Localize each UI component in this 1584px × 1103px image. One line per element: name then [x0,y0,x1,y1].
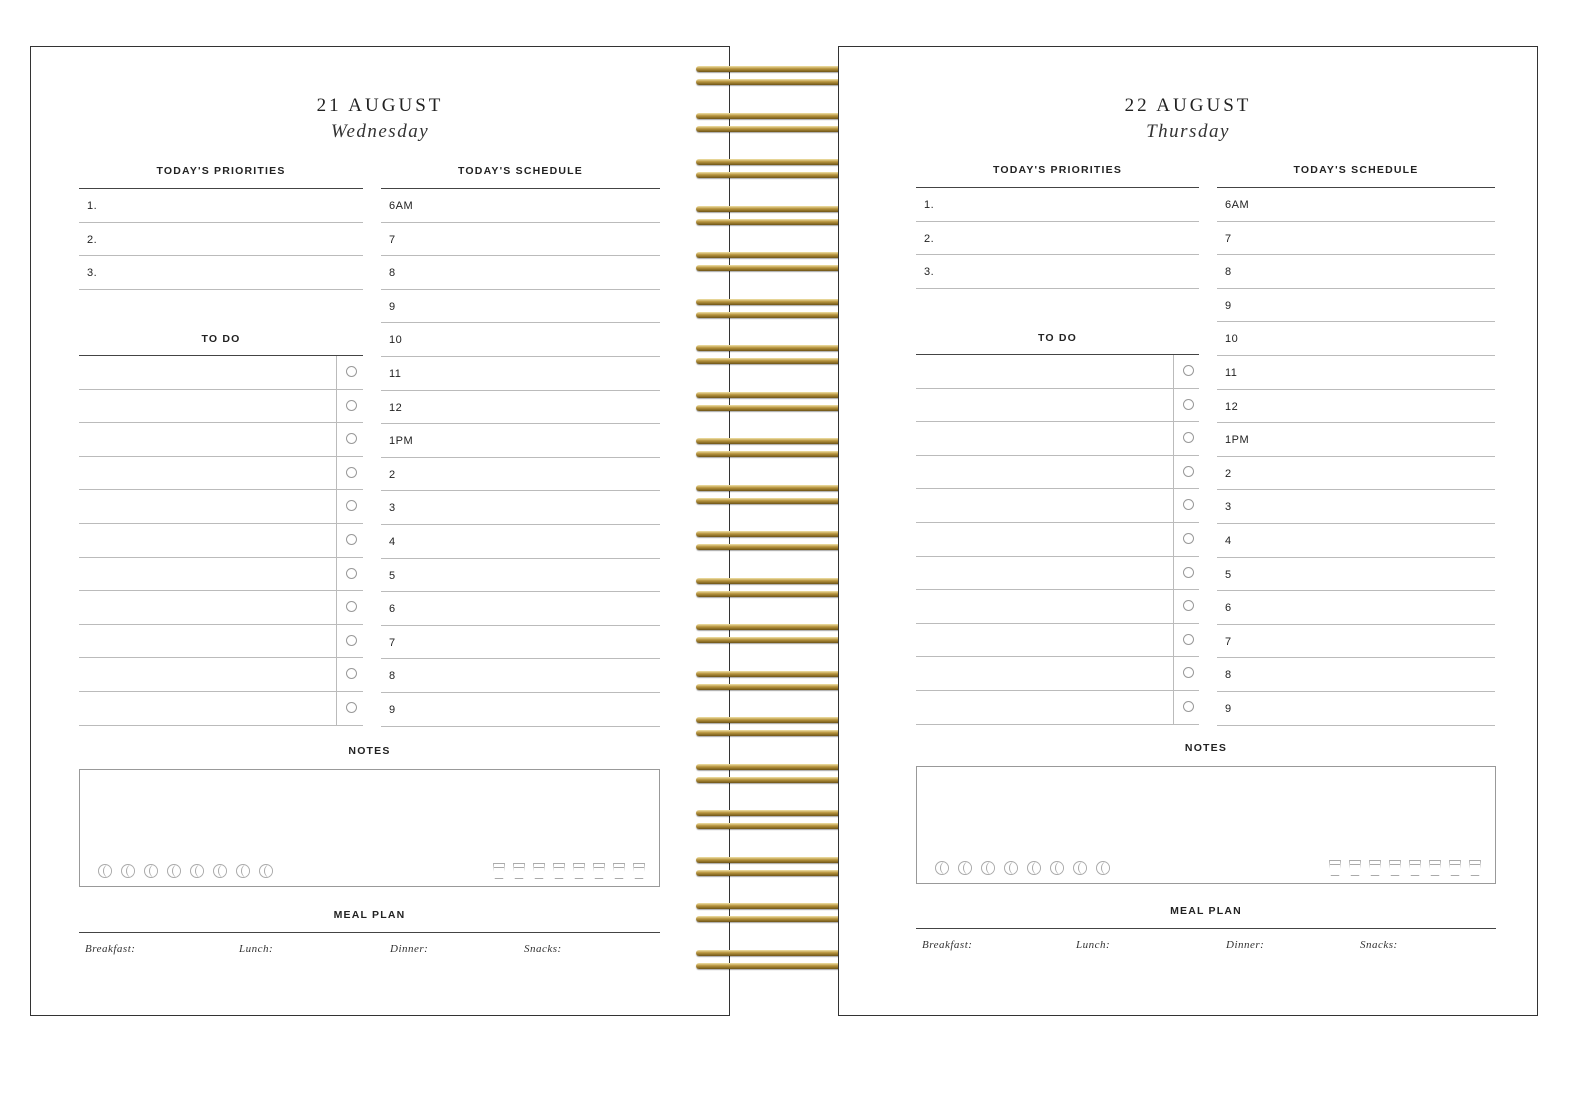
meal-lunch-label[interactable]: Lunch: [239,943,274,955]
priorities-list [79,188,363,290]
schedule-time: 8 [389,670,396,683]
schedule-time: 11 [389,367,402,380]
moon-icon[interactable] [167,864,181,878]
schedule-row[interactable] [1217,692,1495,726]
schedule-row[interactable] [1217,188,1495,222]
water-glass-icon[interactable] [573,863,585,879]
schedule-time: 5 [389,569,396,582]
schedule-time: 12 [389,401,403,414]
priority-number: 3. [924,266,935,279]
meal-snacks-label[interactable]: Snacks: [524,943,562,955]
date-title: 22 AUGUST [1124,95,1252,116]
water-glass-icon[interactable] [1409,860,1421,876]
water-glass-icon[interactable] [633,863,645,879]
priority-number: 1. [87,200,98,212]
schedule-time: 6AM [389,200,414,212]
planner-page-left [30,46,730,1016]
todo-row[interactable] [916,590,1199,624]
moon-icon[interactable] [236,864,250,878]
schedule-time: 2 [1225,467,1232,480]
water-glass-icon[interactable] [513,863,525,879]
todo-row[interactable] [79,390,363,424]
schedule-row[interactable] [381,491,660,525]
schedule-row[interactable] [1217,356,1495,390]
schedule-row[interactable] [1217,558,1495,592]
schedule-time: 7 [389,233,396,246]
schedule-time: 4 [1225,534,1232,547]
todo-divider [336,423,337,457]
schedule-time: 8 [1225,266,1232,279]
priority-number: 3. [87,267,98,280]
schedule-time: 7 [1225,232,1232,245]
checkbox-circle-icon[interactable] [346,500,357,511]
checkbox-circle-icon[interactable] [346,668,357,679]
schedule-time: 3 [389,502,396,515]
moon-icon[interactable] [981,861,995,875]
priority-row[interactable] [916,188,1199,222]
priority-row[interactable] [916,255,1199,289]
meal-plan-title: MEAL PLAN [1170,905,1242,917]
checkbox-circle-icon[interactable] [1183,466,1194,477]
moon-icon[interactable] [98,864,112,878]
todo-divider [1173,557,1174,591]
schedule-time: 1PM [389,435,414,448]
moon-icon[interactable] [259,864,273,878]
schedule-time: 8 [1225,669,1232,682]
todo-divider [336,692,337,726]
priorities-title: TODAY'S PRIORITIES [156,165,286,177]
schedule-list [1217,187,1495,726]
water-glass-icon[interactable] [1449,860,1461,876]
todo-row[interactable] [916,657,1199,691]
schedule-row[interactable] [381,458,660,492]
todo-list [79,355,363,726]
checkbox-circle-icon[interactable] [1183,600,1194,611]
schedule-row[interactable] [1217,255,1495,289]
moon-icon[interactable] [190,864,204,878]
todo-row[interactable] [916,557,1199,591]
water-glass-icon[interactable] [1369,860,1381,876]
schedule-time: 6AM [1225,199,1250,211]
checkbox-circle-icon[interactable] [1183,432,1194,443]
todo-divider [1173,691,1174,725]
schedule-row[interactable] [381,357,660,391]
todo-divider [1173,489,1174,523]
schedule-row[interactable] [381,323,660,357]
todo-divider [336,558,337,592]
schedule-time: 9 [1225,702,1232,715]
todo-row[interactable] [916,422,1199,456]
schedule-time: 4 [389,535,396,548]
schedule-time: 9 [389,703,396,716]
schedule-row[interactable] [381,592,660,626]
schedule-time: 6 [1225,602,1232,615]
water-glass-icon[interactable] [613,863,625,879]
checkbox-circle-icon[interactable] [346,702,357,713]
schedule-row[interactable] [381,424,660,458]
checkbox-circle-icon[interactable] [346,433,357,444]
todo-row[interactable] [916,389,1199,423]
moon-icon[interactable] [1050,861,1064,875]
moon-icon[interactable] [144,864,158,878]
sleep-tracker [98,864,273,878]
todo-divider [336,625,337,659]
moon-icon[interactable] [1096,861,1110,875]
checkbox-circle-icon[interactable] [1183,499,1194,510]
schedule-time: 6 [389,603,396,616]
todo-divider [336,490,337,524]
planner-page-right [838,46,1538,1016]
water-glass-icon[interactable] [1389,860,1401,876]
todo-row[interactable] [79,524,363,558]
todo-row[interactable] [79,423,363,457]
day-title: Wednesday [330,121,430,142]
priority-number: 1. [924,199,935,211]
meal-plan-divider [916,928,1496,929]
schedule-time: 5 [1225,568,1232,581]
moon-icon[interactable] [1073,861,1087,875]
notes-box[interactable] [916,766,1496,884]
schedule-time: 11 [1225,366,1238,379]
todo-title: TO DO [1037,332,1078,344]
water-glass-icon[interactable] [533,863,545,879]
priority-number: 2. [87,233,98,246]
priorities-list [916,187,1199,289]
todo-divider [1173,422,1174,456]
schedule-row[interactable] [1217,658,1495,692]
schedule-list [381,188,660,727]
notes-title: NOTES [1184,742,1228,754]
checkbox-circle-icon[interactable] [1183,365,1194,376]
schedule-time: 9 [1225,299,1232,312]
moon-icon[interactable] [121,864,135,878]
schedule-time: 7 [1225,635,1232,648]
schedule-time: 3 [1225,501,1232,514]
moon-icon[interactable] [1027,861,1041,875]
priorities-title: TODAY'S PRIORITIES [992,164,1123,176]
meal-dinner-label[interactable]: Dinner: [390,943,429,955]
schedule-row[interactable] [1217,490,1495,524]
schedule-time: 1PM [1225,434,1250,447]
moon-icon[interactable] [935,861,949,875]
notes-box[interactable] [79,769,660,887]
checkbox-circle-icon[interactable] [346,601,357,612]
schedule-row[interactable] [1217,457,1495,491]
todo-row[interactable] [79,692,363,726]
priority-row[interactable] [79,189,363,223]
todo-row[interactable] [916,624,1199,658]
meal-breakfast-label[interactable]: Breakfast: [922,939,973,951]
todo-divider [336,457,337,491]
schedule-time: 10 [1225,333,1239,346]
moon-icon[interactable] [213,864,227,878]
todo-row[interactable] [916,691,1199,725]
schedule-time: 10 [389,334,403,347]
todo-divider [336,591,337,625]
priority-row[interactable] [79,256,363,290]
schedule-time: 9 [389,300,396,313]
checkbox-circle-icon[interactable] [346,467,357,478]
water-tracker [493,863,645,879]
water-glass-icon[interactable] [593,863,605,879]
schedule-title: TODAY'S SCHEDULE [1293,164,1419,176]
todo-divider [1173,355,1174,389]
todo-divider [1173,456,1174,490]
notes-title: NOTES [348,745,391,757]
todo-row[interactable] [79,658,363,692]
schedule-row[interactable] [381,559,660,593]
schedule-row[interactable] [1217,390,1495,424]
schedule-row[interactable] [1217,591,1495,625]
water-glass-icon[interactable] [1349,860,1361,876]
day-title: Thursday [1146,121,1230,142]
schedule-row[interactable] [1217,423,1495,457]
schedule-time: 8 [389,267,396,280]
todo-row[interactable] [79,356,363,390]
todo-row[interactable] [79,625,363,659]
todo-title: TO DO [201,333,241,345]
checkbox-circle-icon[interactable] [346,366,357,377]
water-tracker [1329,860,1481,876]
meal-breakfast-label[interactable]: Breakfast: [85,943,136,955]
moon-icon[interactable] [1004,861,1018,875]
schedule-row[interactable] [381,223,660,257]
schedule-row[interactable] [1217,524,1495,558]
checkbox-circle-icon[interactable] [1183,399,1194,410]
schedule-row[interactable] [1217,322,1495,356]
schedule-row[interactable] [1217,289,1495,323]
checkbox-circle-icon[interactable] [346,534,357,545]
meal-plan-divider [79,932,660,933]
schedule-time: 7 [389,636,396,649]
checkbox-circle-icon[interactable] [1183,567,1194,578]
todo-divider [1173,389,1174,423]
todo-divider [1173,523,1174,557]
schedule-row[interactable] [381,525,660,559]
priority-row[interactable] [916,222,1199,256]
schedule-row[interactable] [381,189,660,223]
meal-dinner-label[interactable]: Dinner: [1226,939,1265,951]
schedule-row[interactable] [1217,625,1495,659]
schedule-row[interactable] [381,693,660,727]
schedule-time: 2 [389,468,396,481]
todo-row[interactable] [79,457,363,491]
todo-divider [1173,624,1174,658]
meal-lunch-label[interactable]: Lunch: [1076,939,1111,951]
schedule-row[interactable] [381,256,660,290]
priority-row[interactable] [79,223,363,257]
sleep-tracker [935,861,1110,875]
schedule-row[interactable] [381,290,660,324]
moon-icon[interactable] [958,861,972,875]
schedule-title: TODAY'S SCHEDULE [458,165,583,177]
todo-divider [1173,590,1174,624]
checkbox-circle-icon[interactable] [346,568,357,579]
todo-divider [336,658,337,692]
water-glass-icon[interactable] [1329,860,1341,876]
schedule-time: 12 [1225,400,1239,413]
water-glass-icon[interactable] [553,863,565,879]
todo-row[interactable] [79,490,363,524]
date-title: 21 AUGUST [316,95,444,116]
todo-row[interactable] [79,591,363,625]
todo-row[interactable] [916,355,1199,389]
water-glass-icon[interactable] [1429,860,1441,876]
priority-number: 2. [924,232,935,245]
todo-divider [336,356,337,390]
todo-row[interactable] [916,456,1199,490]
todo-list [916,354,1199,725]
checkbox-circle-icon[interactable] [1183,701,1194,712]
todo-row[interactable] [79,558,363,592]
checkbox-circle-icon[interactable] [1183,667,1194,678]
todo-divider [1173,657,1174,691]
checkbox-circle-icon[interactable] [346,400,357,411]
water-glass-icon[interactable] [493,863,505,879]
schedule-row[interactable] [381,626,660,660]
schedule-row[interactable] [1217,222,1495,256]
todo-row[interactable] [916,523,1199,557]
water-glass-icon[interactable] [1469,860,1481,876]
todo-divider [336,524,337,558]
meal-snacks-label[interactable]: Snacks: [1360,939,1398,951]
checkbox-circle-icon[interactable] [1183,533,1194,544]
checkbox-circle-icon[interactable] [346,635,357,646]
meal-plan-title: MEAL PLAN [333,909,406,921]
todo-divider [336,390,337,424]
todo-row[interactable] [916,489,1199,523]
schedule-row[interactable] [381,391,660,425]
schedule-row[interactable] [381,659,660,693]
checkbox-circle-icon[interactable] [1183,634,1194,645]
